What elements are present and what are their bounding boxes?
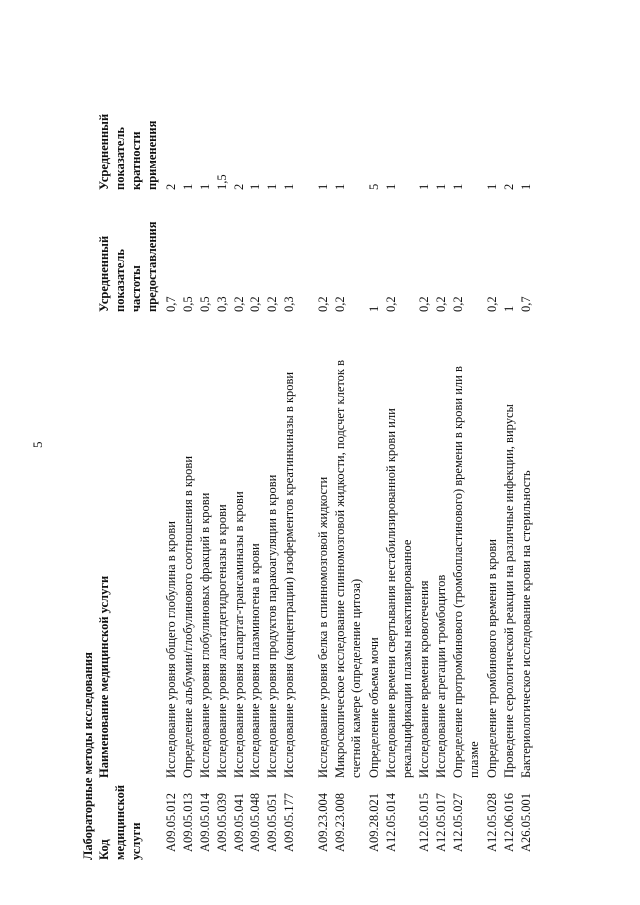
service-code: A09.05.051	[265, 792, 279, 852]
frequency-value: 0,2	[248, 296, 262, 312]
multiplicity-value: 2	[164, 183, 178, 190]
frequency-value: 0,5	[181, 296, 195, 312]
frequency-value: 0,2	[485, 296, 499, 312]
service-name: Бактериологическое исследование крови на стерильность	[519, 470, 533, 778]
service-name: Определение тромбинового времени в крови	[485, 539, 499, 778]
service-code: A09.05.012	[164, 792, 178, 852]
service-name: Исследование уровня белка в спинномозговой жидкости	[316, 476, 330, 778]
service-name: Исследование уровня общего глобулина в крови	[164, 521, 178, 778]
service-code: A09.05.048	[248, 792, 262, 852]
multiplicity-value: 1	[282, 183, 296, 190]
service-name: Исследование времени свертывания нестабилизированной крови или рекальцификации плазмы неактивированное	[384, 408, 414, 778]
frequency-value: 0,7	[519, 296, 533, 312]
frequency-value: 0,2	[265, 296, 279, 312]
service-name: Исследование уровня аспартат-трансаминазы в крови	[232, 491, 246, 778]
service-name: Исследование уровня продуктов паракоагуляции в крови	[265, 474, 279, 778]
frequency-value: 0,2	[434, 296, 448, 312]
service-code: A09.28.021	[367, 792, 381, 852]
multiplicity-value: 1	[248, 183, 262, 190]
multiplicity-value: 2	[502, 183, 516, 190]
service-name: Исследование агрегации тромбоцитов	[434, 574, 448, 778]
multiplicity-value: 1	[417, 183, 431, 190]
frequency-value: 0,2	[417, 296, 431, 312]
service-name: Проведение серологической реакции на различные инфекции, вирусы	[502, 404, 516, 778]
service-code: A09.05.013	[181, 792, 195, 852]
multiplicity-value: 1	[316, 183, 330, 190]
header-multiplicity: Усредненный показатель кратности применения	[97, 113, 159, 190]
multiplicity-value: 1	[198, 183, 212, 190]
service-code: A12.05.028	[485, 792, 499, 852]
frequency-value: 0,2	[232, 296, 246, 312]
frequency-value: 1	[502, 305, 516, 312]
service-code: A12.05.017	[434, 792, 448, 852]
page-number: 5	[30, 441, 45, 448]
frequency-value: 0,2	[451, 296, 465, 312]
frequency-value: 0,3	[282, 296, 296, 312]
multiplicity-value: 1,5	[215, 174, 229, 190]
service-name: Определение протромбинового (тромбопластинового) времени в крови или в плазме	[451, 366, 481, 778]
service-name: Микроскопическое исследование спинномозговой жидкости, подсчет клеток в счетной камере (определение цитоза)	[333, 359, 363, 778]
frequency-value: 0,3	[215, 296, 229, 312]
service-code: A09.23.004	[316, 792, 330, 852]
multiplicity-value: 1	[451, 183, 465, 190]
service-code: A12.05.014	[384, 792, 398, 852]
rotated-table-page	[70, 30, 630, 860]
service-name: Определение альбумин/глобулинового соотношения в крови	[181, 455, 195, 778]
service-code: A09.05.177	[282, 792, 296, 852]
frequency-value: 0,2	[316, 296, 330, 312]
service-name: Исследование уровня (концентрации) изоферментов креатинкиназы в крови	[282, 371, 296, 778]
service-code: A09.05.039	[215, 792, 229, 852]
service-code: A09.23.008	[333, 792, 347, 852]
multiplicity-value: 1	[181, 183, 195, 190]
frequency-value: 0,5	[198, 296, 212, 312]
multiplicity-value: 1	[485, 183, 499, 190]
frequency-value: 1	[367, 305, 381, 312]
multiplicity-value: 5	[367, 183, 381, 190]
service-name: Исследование уровня плазминогена в крови	[248, 543, 262, 778]
multiplicity-value: 1	[265, 183, 279, 190]
service-code: A26.05.001	[519, 792, 533, 852]
multiplicity-value: 1	[519, 183, 533, 190]
service-code: A12.06.016	[502, 792, 516, 852]
header-name: Наименование медицинской услуги	[97, 575, 111, 778]
multiplicity-value: 1	[434, 183, 448, 190]
service-name: Определение объема мочи	[367, 637, 381, 778]
service-code: A09.05.014	[198, 792, 212, 852]
header-code: Код медицинской услуги	[97, 784, 143, 860]
service-code: A12.05.015	[417, 792, 431, 852]
multiplicity-value: 2	[232, 183, 246, 190]
multiplicity-value: 1	[384, 183, 398, 190]
header-frequency: Усредненный показатель частоты предоставления	[97, 221, 159, 312]
service-name: Исследование времени кровотечения	[417, 580, 431, 778]
frequency-value: 0,2	[333, 296, 347, 312]
frequency-value: 0,7	[164, 296, 178, 312]
multiplicity-value: 1	[333, 183, 347, 190]
service-name: Исследование уровня лактатдегидрогеназы в крови	[215, 504, 229, 778]
service-code: A12.05.027	[451, 792, 465, 852]
service-code: A09.05.041	[232, 792, 246, 852]
service-name: Исследование уровня глобулиновых фракций в крови	[198, 492, 212, 778]
section-title: Лабораторные методы исследования	[81, 652, 95, 860]
frequency-value: 0,2	[384, 296, 398, 312]
